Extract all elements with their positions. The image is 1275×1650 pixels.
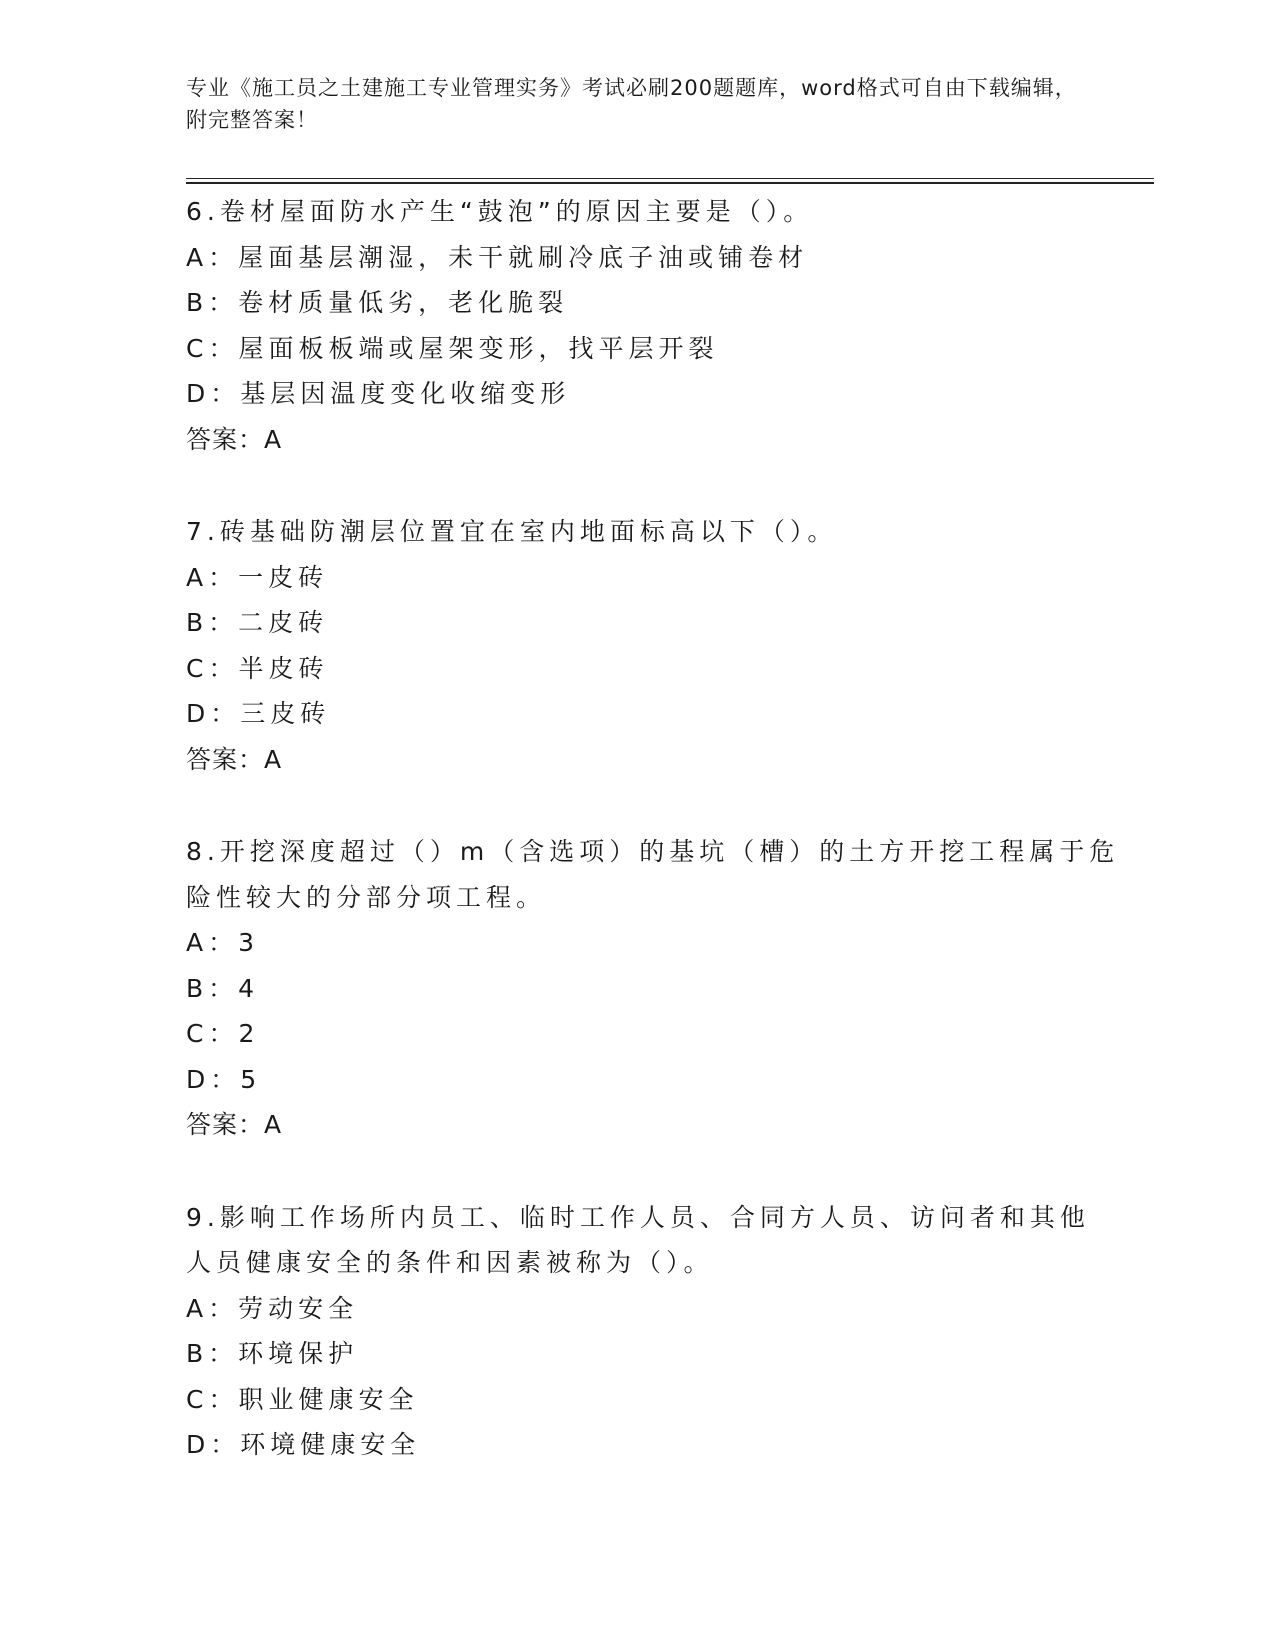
- question-stem: 7.砖基础防潮层位置宜在室内地面标高以下（）。: [186, 517, 838, 546]
- option-d: D：5: [186, 1064, 262, 1094]
- option-c: C：半皮砖: [186, 653, 329, 683]
- question-9: [186, 1195, 1090, 1468]
- question-stem: 6.卷材屋面防水产生“鼓泡”的原因主要是（）。: [186, 197, 814, 226]
- option-b: B：二皮砖: [186, 608, 329, 637]
- option-d: D：环境健康安全: [186, 1430, 421, 1459]
- question-stem-line-2: 人员健康安全的条件和因素被称为（）。: [186, 1248, 714, 1277]
- answer: 答案：A: [186, 744, 283, 774]
- question-8: [186, 829, 1120, 1148]
- question-list: [186, 189, 1120, 1468]
- document-header: 专业《施工员之土建施工专业管理实务》考试必刷200题题库，word格式可自由下载编辑，附完整答案！: [186, 76, 1077, 132]
- option-b: B：环境保护: [186, 1339, 359, 1368]
- header-divider-thin: [186, 178, 1154, 179]
- option-a: A：3: [186, 928, 260, 957]
- question-stem-line-1: 8.开挖深度超过（）m（含选项）的基坑（槽）的土方开挖工程属于危: [186, 837, 1120, 866]
- question-6: [186, 189, 1086, 462]
- option-a: A：屋面基层潮湿，未干就刷冷底子油或铺卷材: [186, 242, 809, 272]
- option-a: A：一皮砖: [186, 562, 329, 592]
- option-d: D：基层因温度变化收缩变形: [186, 379, 571, 408]
- header-divider-thick: [186, 182, 1154, 184]
- answer: 答案：A: [186, 1110, 283, 1139]
- option-b: B：卷材质量低劣，老化脆裂: [186, 288, 569, 317]
- option-a: A：劳动安全: [186, 1293, 359, 1323]
- option-b: B：4: [186, 973, 260, 1003]
- question-7: [186, 509, 1086, 782]
- answer: 答案：A: [186, 424, 283, 454]
- question-stem-line-1: 9.影响工作场所内员工、临时工作人员、合同方人员、访问者和其他: [186, 1202, 1090, 1232]
- option-c: C：职业健康安全: [186, 1384, 419, 1414]
- option-c: C：2: [186, 1019, 260, 1048]
- question-stem-line-2: 险性较大的分部分项工程。: [186, 882, 547, 912]
- option-d: D：三皮砖: [186, 699, 331, 728]
- option-c: C：屋面板板端或屋架变形，找平层开裂: [186, 333, 719, 363]
